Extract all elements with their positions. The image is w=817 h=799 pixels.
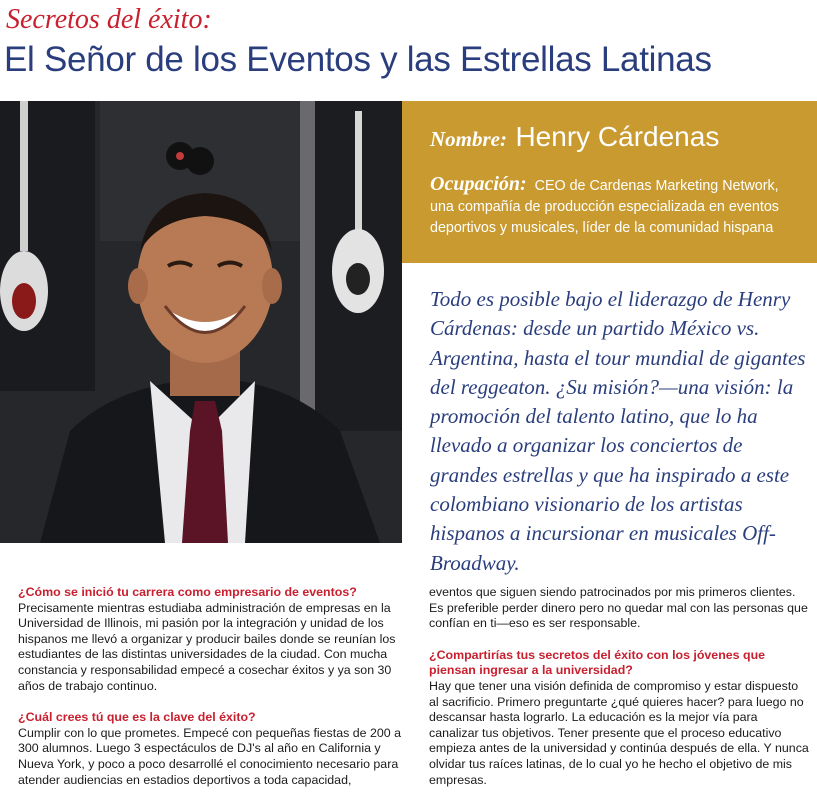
name-label: Nombre: [430,127,507,151]
question-2: ¿Cuál crees tú que es la clave del éxito? [18,710,256,725]
profile-name: Henry Cárdenas [515,121,720,152]
question-3: ¿Compartirías tus secretos del éxito con los jóvenes que piensan ingresar a la universidad? [429,647,766,678]
column-left [18,585,410,788]
portrait-photo [0,101,402,543]
column-right [429,585,809,788]
answer-2: Cumplir con lo que prometes. Empecé con pequeñas fiestas de 200 a 300 alumnos. Luego 3 espectáculos de DJ's al año en California y Nueva York, y poco a poco desarrollé el conocimiento necesario para atender audiencias en estadios deportivos a toda capacidad, [18,725,401,787]
profile-panel [402,101,817,263]
occupation-label: Ocupación: [430,173,527,195]
answer-3: Hay que tener una visión definida de compromiso y estar dispuesto al sacrificio. Primero preguntarte ¿qué quieres hacer? para luego no descansar hasta lograrlo. La educación es la mejor vía para canalizar tus objetivos. Tener presente que el proceso educativo empieza antes de la universidad y continúa después de ella. Y nunca olvidar tus raíces latinas, de lo cual yo he hecho el objetivo de mis empresas. [429,678,809,787]
answer-2-continued: eventos que siguen siendo patrocinados por mis primeros clientes. Es preferible perder dinero pero no quedar mal con las personas que confían en ti—eso es ser responsable. [429,585,808,631]
article-kicker: Secretos del éxito: [6,4,212,35]
occupation-text: CEO de Cardenas Marketing Network, una compañía de producción especializada en eventos deportivos y musicales, líder de la comunidad hispana [430,178,779,236]
pull-quote: Todo es posible bajo el liderazgo de Henry Cárdenas: desde un partido México vs. Argentina, hasta el tour mundial de gigantes del reggeaton. ¿Su misión?—una visión: la promoción del talento latino, que lo ha llevado a organizar los conciertos de grandes estrellas y que ha inspirado a este colombiano visionario de los artistas hispanos a incursionar en musicales Off-Broadway. [430,287,806,575]
occupation [430,174,805,239]
answer-1: Precisamente mientras estudiaba administración de empresas en la Universidad de Illinois, mi pasión por la integración y unidad de los hispanos me llevó a organizar y producir bailes donde se reunían los estudiantes de las distintas universidades de la ciudad. Con mucha constancia y responsabilidad empecé a cosechar éxitos y ya son 30 años de trabajo continuo. [18,600,396,693]
question-1: ¿Cómo se inició tu carrera como empresario de eventos? [18,585,357,599]
name-row [430,121,719,153]
article-headline: El Señor de los Eventos y las Estrellas Latinas [4,40,712,79]
